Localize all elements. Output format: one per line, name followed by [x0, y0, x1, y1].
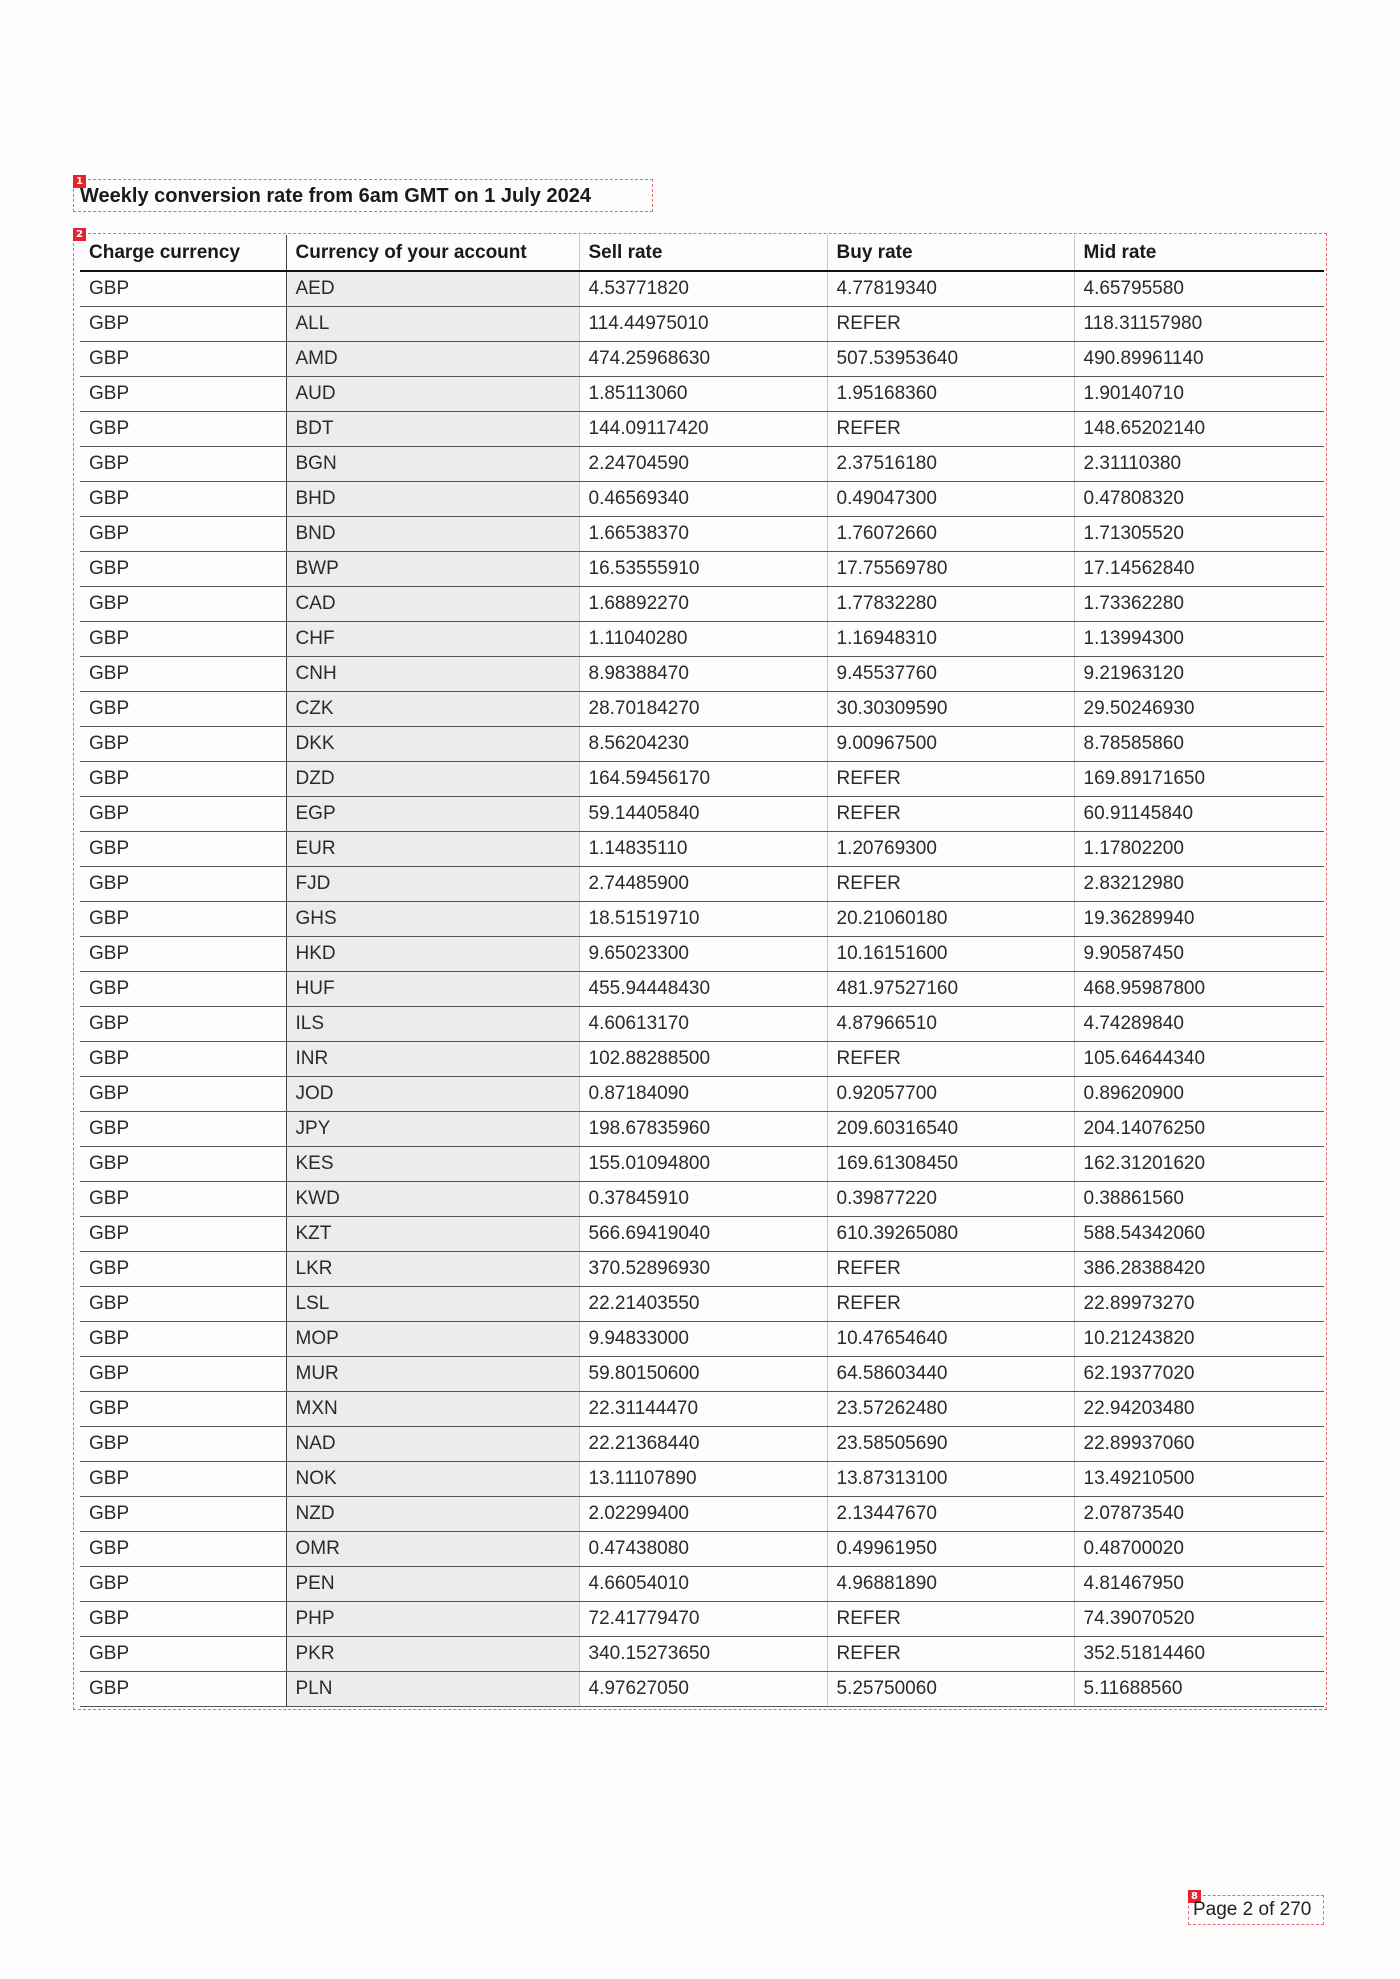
- charge-currency-cell: GBP: [80, 727, 286, 762]
- buy-rate-cell: 1.95168360: [827, 377, 1074, 412]
- mid-rate-cell: 10.21243820: [1074, 1322, 1324, 1357]
- mid-rate-cell: 1.90140710: [1074, 377, 1324, 412]
- charge-currency-cell: GBP: [80, 1042, 286, 1077]
- buy-rate-cell: 0.49047300: [827, 482, 1074, 517]
- conversion-rates-table: [80, 235, 1324, 1707]
- buy-rate-cell: 1.77832280: [827, 587, 1074, 622]
- buy-rate-cell: 4.96881890: [827, 1567, 1074, 1602]
- buy-rate-cell: 10.16151600: [827, 937, 1074, 972]
- account-currency-cell: CAD: [286, 587, 579, 622]
- account-currency-cell: LSL: [286, 1287, 579, 1322]
- header-mid-rate: Mid rate: [1074, 235, 1324, 271]
- mid-rate-cell: 2.31110380: [1074, 447, 1324, 482]
- table-row: [80, 867, 1324, 902]
- mid-rate-cell: 13.49210500: [1074, 1462, 1324, 1497]
- sell-rate-cell: 0.46569340: [579, 482, 827, 517]
- account-currency-cell: ILS: [286, 1007, 579, 1042]
- mid-rate-cell: 169.89171650: [1074, 762, 1324, 797]
- mid-rate-cell: 9.21963120: [1074, 657, 1324, 692]
- sell-rate-cell: 566.69419040: [579, 1217, 827, 1252]
- mid-rate-cell: 352.51814460: [1074, 1637, 1324, 1672]
- sell-rate-cell: 102.88288500: [579, 1042, 827, 1077]
- sell-rate-cell: 18.51519710: [579, 902, 827, 937]
- table-body: [80, 271, 1324, 1707]
- table-row: [80, 517, 1324, 552]
- mid-rate-cell: 118.31157980: [1074, 307, 1324, 342]
- sell-rate-cell: 0.87184090: [579, 1077, 827, 1112]
- table-row: [80, 342, 1324, 377]
- table-row: [80, 1322, 1324, 1357]
- account-currency-cell: BDT: [286, 412, 579, 447]
- charge-currency-cell: GBP: [80, 902, 286, 937]
- page-number-annotation-tag: 8: [1188, 1890, 1201, 1903]
- charge-currency-cell: GBP: [80, 692, 286, 727]
- sell-rate-cell: 164.59456170: [579, 762, 827, 797]
- table-row: [80, 1112, 1324, 1147]
- table-row: [80, 1602, 1324, 1637]
- mid-rate-cell: 162.31201620: [1074, 1147, 1324, 1182]
- account-currency-cell: BGN: [286, 447, 579, 482]
- mid-rate-cell: 1.71305520: [1074, 517, 1324, 552]
- mid-rate-cell: 17.14562840: [1074, 552, 1324, 587]
- charge-currency-cell: GBP: [80, 1637, 286, 1672]
- sell-rate-cell: 59.80150600: [579, 1357, 827, 1392]
- mid-rate-cell: 8.78585860: [1074, 727, 1324, 762]
- table-row: [80, 587, 1324, 622]
- buy-rate-cell: 0.49961950: [827, 1532, 1074, 1567]
- mid-rate-cell: 1.73362280: [1074, 587, 1324, 622]
- mid-rate-cell: 105.64644340: [1074, 1042, 1324, 1077]
- sell-rate-cell: 28.70184270: [579, 692, 827, 727]
- charge-currency-cell: GBP: [80, 937, 286, 972]
- buy-rate-cell: REFER: [827, 1252, 1074, 1287]
- sell-rate-cell: 114.44975010: [579, 307, 827, 342]
- sell-rate-cell: 8.56204230: [579, 727, 827, 762]
- sell-rate-cell: 1.11040280: [579, 622, 827, 657]
- buy-rate-cell: 9.45537760: [827, 657, 1074, 692]
- buy-rate-cell: 1.76072660: [827, 517, 1074, 552]
- charge-currency-cell: GBP: [80, 1567, 286, 1602]
- account-currency-cell: DZD: [286, 762, 579, 797]
- sell-rate-cell: 198.67835960: [579, 1112, 827, 1147]
- table-row: [80, 1217, 1324, 1252]
- mid-rate-cell: 0.89620900: [1074, 1077, 1324, 1112]
- buy-rate-cell: 610.39265080: [827, 1217, 1074, 1252]
- mid-rate-cell: 468.95987800: [1074, 972, 1324, 1007]
- sell-rate-cell: 9.65023300: [579, 937, 827, 972]
- account-currency-cell: NZD: [286, 1497, 579, 1532]
- charge-currency-cell: GBP: [80, 1112, 286, 1147]
- account-currency-cell: KES: [286, 1147, 579, 1182]
- charge-currency-cell: GBP: [80, 832, 286, 867]
- table-header-row: [80, 235, 1324, 271]
- charge-currency-cell: GBP: [80, 552, 286, 587]
- sell-rate-cell: 4.66054010: [579, 1567, 827, 1602]
- charge-currency-cell: GBP: [80, 1392, 286, 1427]
- mid-rate-cell: 9.90587450: [1074, 937, 1324, 972]
- table-row: [80, 1007, 1324, 1042]
- table-row: [80, 1042, 1324, 1077]
- buy-rate-cell: 169.61308450: [827, 1147, 1074, 1182]
- buy-rate-cell: 64.58603440: [827, 1357, 1074, 1392]
- mid-rate-cell: 4.81467950: [1074, 1567, 1324, 1602]
- account-currency-cell: ALL: [286, 307, 579, 342]
- charge-currency-cell: GBP: [80, 377, 286, 412]
- sell-rate-cell: 2.02299400: [579, 1497, 827, 1532]
- sell-rate-cell: 2.24704590: [579, 447, 827, 482]
- table-row: [80, 832, 1324, 867]
- account-currency-cell: MXN: [286, 1392, 579, 1427]
- charge-currency-cell: GBP: [80, 867, 286, 902]
- mid-rate-cell: 148.65202140: [1074, 412, 1324, 447]
- title-annotation-tag: 1: [73, 175, 86, 188]
- buy-rate-cell: 23.58505690: [827, 1427, 1074, 1462]
- buy-rate-cell: 23.57262480: [827, 1392, 1074, 1427]
- table-row: [80, 377, 1324, 412]
- account-currency-cell: BWP: [286, 552, 579, 587]
- buy-rate-cell: REFER: [827, 797, 1074, 832]
- account-currency-cell: FJD: [286, 867, 579, 902]
- charge-currency-cell: GBP: [80, 587, 286, 622]
- charge-currency-cell: GBP: [80, 1147, 286, 1182]
- mid-rate-cell: 4.65795580: [1074, 271, 1324, 307]
- charge-currency-cell: GBP: [80, 622, 286, 657]
- account-currency-cell: NOK: [286, 1462, 579, 1497]
- buy-rate-cell: 10.47654640: [827, 1322, 1074, 1357]
- charge-currency-cell: GBP: [80, 517, 286, 552]
- mid-rate-cell: 490.89961140: [1074, 342, 1324, 377]
- account-currency-cell: HKD: [286, 937, 579, 972]
- buy-rate-cell: REFER: [827, 1602, 1074, 1637]
- charge-currency-cell: GBP: [80, 1007, 286, 1042]
- charge-currency-cell: GBP: [80, 1462, 286, 1497]
- buy-rate-cell: 17.75569780: [827, 552, 1074, 587]
- sell-rate-cell: 0.37845910: [579, 1182, 827, 1217]
- buy-rate-cell: 209.60316540: [827, 1112, 1074, 1147]
- charge-currency-cell: GBP: [80, 1322, 286, 1357]
- page-title: Weekly conversion rate from 6am GMT on 1 July 2024: [80, 185, 591, 207]
- charge-currency-cell: GBP: [80, 1427, 286, 1462]
- account-currency-cell: CHF: [286, 622, 579, 657]
- charge-currency-cell: GBP: [80, 307, 286, 342]
- table-row: [80, 447, 1324, 482]
- mid-rate-cell: 19.36289940: [1074, 902, 1324, 937]
- buy-rate-cell: REFER: [827, 867, 1074, 902]
- charge-currency-cell: GBP: [80, 1287, 286, 1322]
- mid-rate-cell: 29.50246930: [1074, 692, 1324, 727]
- conversion-rates-table-container: [80, 235, 1324, 1707]
- table-row: [80, 1567, 1324, 1602]
- account-currency-cell: KWD: [286, 1182, 579, 1217]
- table-row: [80, 1147, 1324, 1182]
- table-row: [80, 902, 1324, 937]
- table-row: [80, 762, 1324, 797]
- buy-rate-cell: 20.21060180: [827, 902, 1074, 937]
- table-row: [80, 622, 1324, 657]
- table-row: [80, 692, 1324, 727]
- table-row: [80, 1672, 1324, 1707]
- header-account-currency: Currency of your account: [286, 235, 579, 271]
- account-currency-cell: DKK: [286, 727, 579, 762]
- account-currency-cell: EUR: [286, 832, 579, 867]
- buy-rate-cell: REFER: [827, 412, 1074, 447]
- table-row: [80, 1637, 1324, 1672]
- sell-rate-cell: 72.41779470: [579, 1602, 827, 1637]
- account-currency-cell: MUR: [286, 1357, 579, 1392]
- account-currency-cell: CNH: [286, 657, 579, 692]
- account-currency-cell: EGP: [286, 797, 579, 832]
- charge-currency-cell: GBP: [80, 447, 286, 482]
- charge-currency-cell: GBP: [80, 1252, 286, 1287]
- account-currency-cell: PEN: [286, 1567, 579, 1602]
- sell-rate-cell: 1.85113060: [579, 377, 827, 412]
- sell-rate-cell: 144.09117420: [579, 412, 827, 447]
- table-row: [80, 412, 1324, 447]
- mid-rate-cell: 62.19377020: [1074, 1357, 1324, 1392]
- sell-rate-cell: 4.53771820: [579, 271, 827, 307]
- sell-rate-cell: 155.01094800: [579, 1147, 827, 1182]
- buy-rate-cell: 30.30309590: [827, 692, 1074, 727]
- sell-rate-cell: 1.68892270: [579, 587, 827, 622]
- table-row: [80, 972, 1324, 1007]
- table-row: [80, 937, 1324, 972]
- mid-rate-cell: 1.13994300: [1074, 622, 1324, 657]
- mid-rate-cell: 0.38861560: [1074, 1182, 1324, 1217]
- charge-currency-cell: GBP: [80, 1217, 286, 1252]
- header-sell-rate: Sell rate: [579, 235, 827, 271]
- charge-currency-cell: GBP: [80, 762, 286, 797]
- sell-rate-cell: 370.52896930: [579, 1252, 827, 1287]
- buy-rate-cell: 9.00967500: [827, 727, 1074, 762]
- buy-rate-cell: 507.53953640: [827, 342, 1074, 377]
- table-row: [80, 1287, 1324, 1322]
- charge-currency-cell: GBP: [80, 797, 286, 832]
- charge-currency-cell: GBP: [80, 1602, 286, 1637]
- table-row: [80, 1182, 1324, 1217]
- table-row: [80, 657, 1324, 692]
- table-row: [80, 797, 1324, 832]
- buy-rate-cell: 0.39877220: [827, 1182, 1074, 1217]
- mid-rate-cell: 204.14076250: [1074, 1112, 1324, 1147]
- buy-rate-cell: 2.37516180: [827, 447, 1074, 482]
- sell-rate-cell: 13.11107890: [579, 1462, 827, 1497]
- sell-rate-cell: 0.47438080: [579, 1532, 827, 1567]
- table-row: [80, 482, 1324, 517]
- table-row: [80, 1427, 1324, 1462]
- buy-rate-cell: REFER: [827, 762, 1074, 797]
- mid-rate-cell: 22.94203480: [1074, 1392, 1324, 1427]
- buy-rate-cell: REFER: [827, 1042, 1074, 1077]
- sell-rate-cell: 22.31144470: [579, 1392, 827, 1427]
- charge-currency-cell: GBP: [80, 1497, 286, 1532]
- account-currency-cell: CZK: [286, 692, 579, 727]
- sell-rate-cell: 4.60613170: [579, 1007, 827, 1042]
- account-currency-cell: AMD: [286, 342, 579, 377]
- charge-currency-cell: GBP: [80, 1182, 286, 1217]
- table-row: [80, 1532, 1324, 1567]
- account-currency-cell: JPY: [286, 1112, 579, 1147]
- table-row: [80, 271, 1324, 307]
- table-row: [80, 552, 1324, 587]
- mid-rate-cell: 1.17802200: [1074, 832, 1324, 867]
- buy-rate-cell: 13.87313100: [827, 1462, 1074, 1497]
- sell-rate-cell: 1.14835110: [579, 832, 827, 867]
- sell-rate-cell: 1.66538370: [579, 517, 827, 552]
- table-row: [80, 1357, 1324, 1392]
- page-number: Page 2 of 270: [1193, 1899, 1312, 1920]
- account-currency-cell: PKR: [286, 1637, 579, 1672]
- sell-rate-cell: 22.21403550: [579, 1287, 827, 1322]
- buy-rate-cell: 4.87966510: [827, 1007, 1074, 1042]
- mid-rate-cell: 5.11688560: [1074, 1672, 1324, 1707]
- buy-rate-cell: 481.97527160: [827, 972, 1074, 1007]
- account-currency-cell: KZT: [286, 1217, 579, 1252]
- charge-currency-cell: GBP: [80, 1672, 286, 1707]
- charge-currency-cell: GBP: [80, 1532, 286, 1567]
- charge-currency-cell: GBP: [80, 412, 286, 447]
- mid-rate-cell: 22.89937060: [1074, 1427, 1324, 1462]
- mid-rate-cell: 2.07873540: [1074, 1497, 1324, 1532]
- mid-rate-cell: 74.39070520: [1074, 1602, 1324, 1637]
- sell-rate-cell: 22.21368440: [579, 1427, 827, 1462]
- account-currency-cell: OMR: [286, 1532, 579, 1567]
- sell-rate-cell: 59.14405840: [579, 797, 827, 832]
- sell-rate-cell: 9.94833000: [579, 1322, 827, 1357]
- sell-rate-cell: 455.94448430: [579, 972, 827, 1007]
- account-currency-cell: BHD: [286, 482, 579, 517]
- account-currency-cell: PLN: [286, 1672, 579, 1707]
- table-row: [80, 307, 1324, 342]
- mid-rate-cell: 0.48700020: [1074, 1532, 1324, 1567]
- charge-currency-cell: GBP: [80, 972, 286, 1007]
- mid-rate-cell: 386.28388420: [1074, 1252, 1324, 1287]
- account-currency-cell: BND: [286, 517, 579, 552]
- sell-rate-cell: 8.98388470: [579, 657, 827, 692]
- sell-rate-cell: 340.15273650: [579, 1637, 827, 1672]
- account-currency-cell: AED: [286, 271, 579, 307]
- sell-rate-cell: 474.25968630: [579, 342, 827, 377]
- table-row: [80, 1392, 1324, 1427]
- table-row: [80, 727, 1324, 762]
- charge-currency-cell: GBP: [80, 657, 286, 692]
- buy-rate-cell: REFER: [827, 1637, 1074, 1672]
- buy-rate-cell: 4.77819340: [827, 271, 1074, 307]
- table-row: [80, 1497, 1324, 1532]
- table-row: [80, 1077, 1324, 1112]
- account-currency-cell: MOP: [286, 1322, 579, 1357]
- buy-rate-cell: REFER: [827, 307, 1074, 342]
- charge-currency-cell: GBP: [80, 482, 286, 517]
- sell-rate-cell: 16.53555910: [579, 552, 827, 587]
- charge-currency-cell: GBP: [80, 1357, 286, 1392]
- account-currency-cell: INR: [286, 1042, 579, 1077]
- account-currency-cell: PHP: [286, 1602, 579, 1637]
- buy-rate-cell: 1.20769300: [827, 832, 1074, 867]
- mid-rate-cell: 588.54342060: [1074, 1217, 1324, 1252]
- account-currency-cell: AUD: [286, 377, 579, 412]
- account-currency-cell: GHS: [286, 902, 579, 937]
- mid-rate-cell: 60.91145840: [1074, 797, 1324, 832]
- header-buy-rate: Buy rate: [827, 235, 1074, 271]
- mid-rate-cell: 2.83212980: [1074, 867, 1324, 902]
- mid-rate-cell: 4.74289840: [1074, 1007, 1324, 1042]
- header-charge-currency: Charge currency: [80, 235, 286, 271]
- buy-rate-cell: 5.25750060: [827, 1672, 1074, 1707]
- buy-rate-cell: 0.92057700: [827, 1077, 1074, 1112]
- account-currency-cell: HUF: [286, 972, 579, 1007]
- account-currency-cell: NAD: [286, 1427, 579, 1462]
- table-row: [80, 1252, 1324, 1287]
- account-currency-cell: JOD: [286, 1077, 579, 1112]
- charge-currency-cell: GBP: [80, 271, 286, 307]
- sell-rate-cell: 4.97627050: [579, 1672, 827, 1707]
- table-annotation-tag: 2: [73, 228, 86, 241]
- charge-currency-cell: GBP: [80, 342, 286, 377]
- table-row: [80, 1462, 1324, 1497]
- mid-rate-cell: 0.47808320: [1074, 482, 1324, 517]
- charge-currency-cell: GBP: [80, 1077, 286, 1112]
- account-currency-cell: LKR: [286, 1252, 579, 1287]
- buy-rate-cell: 1.16948310: [827, 622, 1074, 657]
- sell-rate-cell: 2.74485900: [579, 867, 827, 902]
- buy-rate-cell: 2.13447670: [827, 1497, 1074, 1532]
- mid-rate-cell: 22.89973270: [1074, 1287, 1324, 1322]
- buy-rate-cell: REFER: [827, 1287, 1074, 1322]
